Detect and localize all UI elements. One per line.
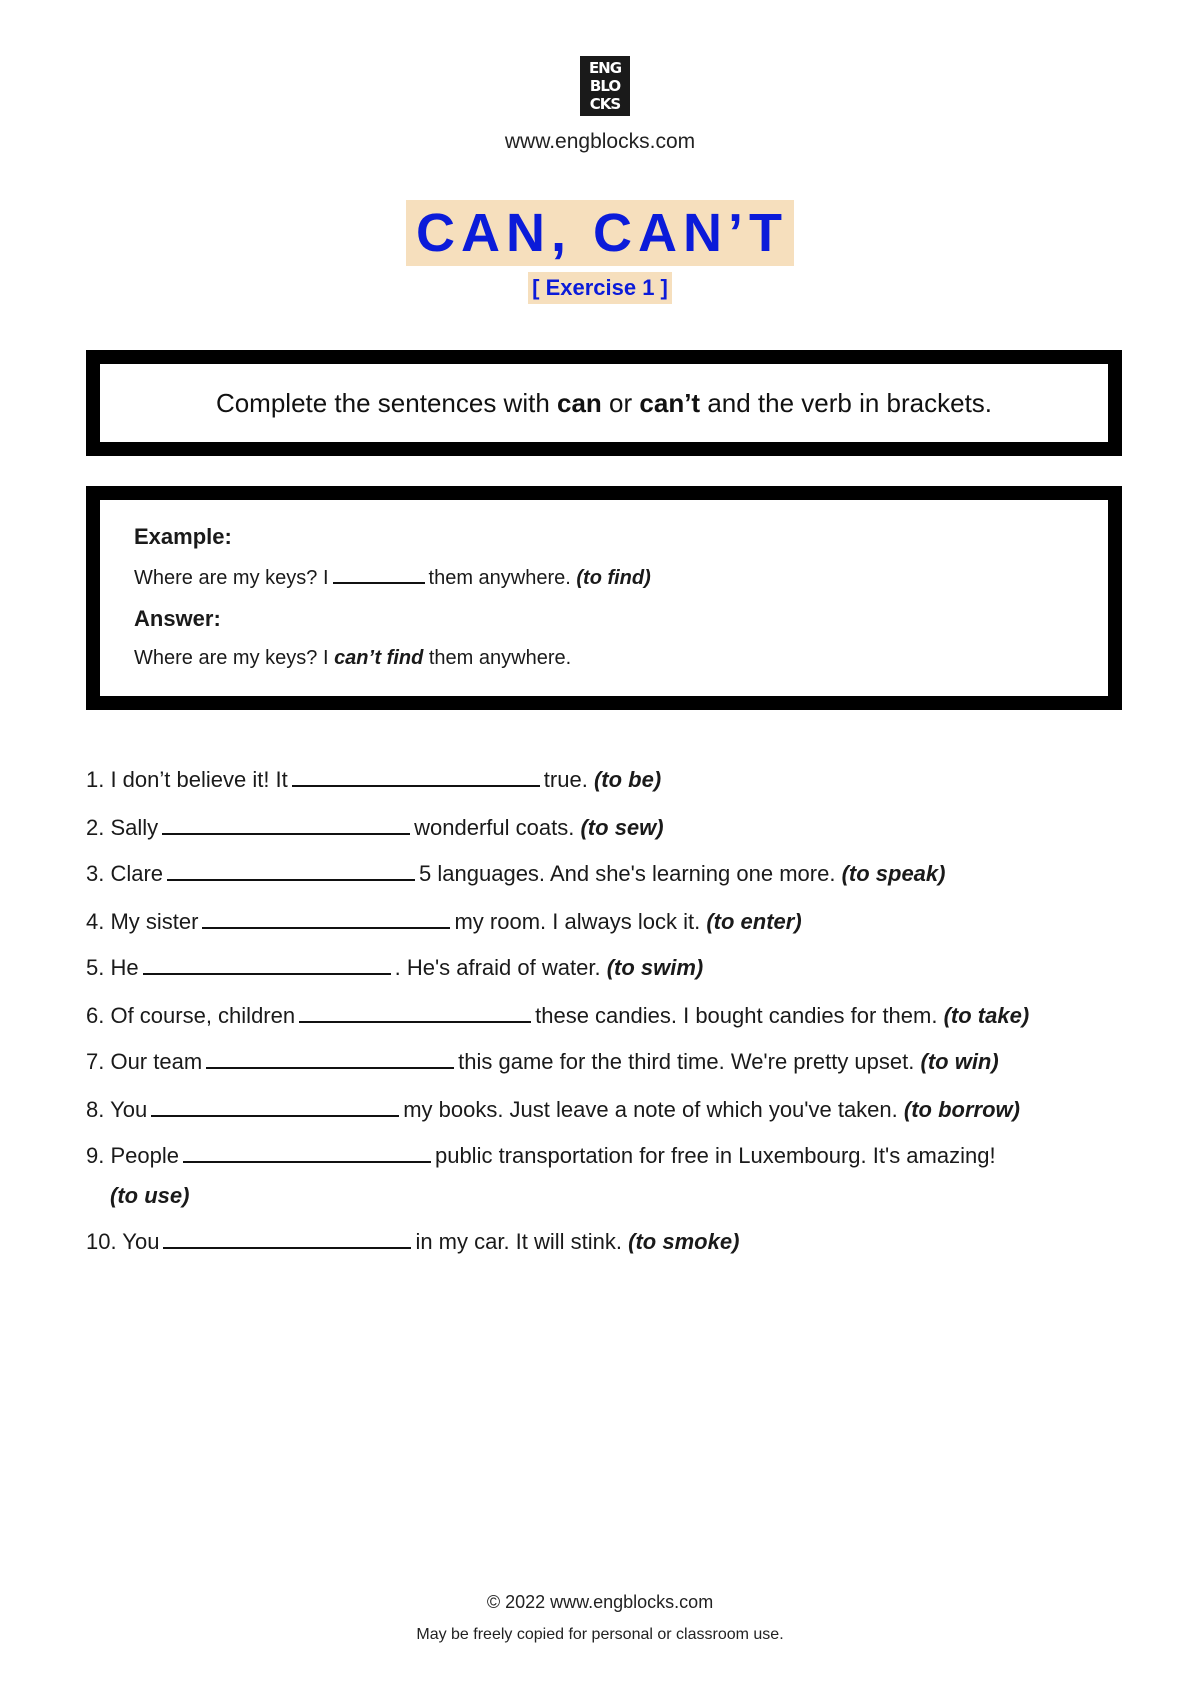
answer-blank[interactable]	[183, 1143, 431, 1163]
item-text-before: 2. Sally	[86, 815, 159, 840]
item-text-before: 10. You	[86, 1229, 160, 1254]
example-after: them anywhere.	[428, 567, 571, 589]
item-text-before: 9. People	[86, 1143, 179, 1168]
list-item	[86, 1228, 1146, 1256]
answer-blank[interactable]	[163, 1229, 411, 1249]
answer-blank[interactable]	[167, 861, 415, 881]
instructions-before: Complete the sentences with	[215, 387, 558, 418]
instructions-after: and the verb in brackets.	[700, 387, 993, 418]
item-text-after: public transportation for free in Luxembourg. It's amazing!	[434, 1143, 996, 1168]
instructions-text	[216, 388, 992, 419]
item-text-before: 1. I don’t believe it! It	[86, 767, 288, 792]
item-text-after: . He's afraid of water.	[394, 955, 601, 980]
answer-blank[interactable]	[292, 767, 540, 787]
item-hint: (to take)	[943, 1003, 1030, 1028]
answer-blank[interactable]	[162, 815, 410, 835]
logo-line-1: ENG	[588, 59, 622, 77]
example-blank	[333, 564, 425, 584]
engblocks-logo	[580, 56, 630, 116]
answer-sentence	[134, 646, 1074, 670]
footer-note: May be freely copied for personal or classroom use.	[416, 1626, 784, 1643]
item-hint: (to use)	[110, 1183, 190, 1208]
answer-blank[interactable]	[143, 955, 391, 975]
item-text-after: wonderful coats.	[414, 815, 575, 840]
item-text-after: this game for the third time. We're pretty upset.	[458, 1049, 915, 1074]
answer-blank[interactable]	[202, 909, 450, 929]
subtitle-wrap	[0, 272, 1200, 304]
list-item	[86, 1002, 1146, 1030]
item-text-after: my books. Just leave a note of which you've taken.	[403, 1097, 898, 1122]
list-item	[86, 1096, 1146, 1124]
item-hint: (to smoke)	[628, 1229, 740, 1254]
item-text-after: these candies. I bought candies for them.	[535, 1003, 938, 1028]
item-hint: (to speak)	[841, 861, 946, 886]
example-box	[86, 486, 1122, 710]
item-hint: (to sew)	[580, 815, 664, 840]
answer-blank[interactable]	[151, 1097, 399, 1117]
answer-after: them anywhere.	[423, 647, 572, 669]
instructions-cant: can’t	[639, 387, 701, 418]
list-item	[86, 766, 1146, 794]
instructions-middle: or	[601, 387, 640, 418]
item-hint: (to swim)	[606, 955, 704, 980]
item-hint: (to borrow)	[903, 1097, 1020, 1122]
instructions-can: can	[557, 387, 602, 418]
item-text-before: 5. He	[86, 955, 139, 980]
item-text-before: 6. Of course, children	[86, 1003, 296, 1028]
item-text-before: 3. Clare	[86, 861, 164, 886]
list-item	[86, 1048, 1146, 1076]
answer-blank[interactable]	[206, 1049, 454, 1069]
answer-label: Answer:	[134, 606, 221, 631]
example-hint: (to find)	[576, 567, 651, 589]
answer-before: Where are my keys? I	[134, 647, 335, 669]
footer-copyright: © 2022 www.engblocks.com	[486, 1592, 714, 1612]
answer-blank[interactable]	[299, 1003, 531, 1023]
item-hint: (to enter)	[706, 909, 802, 934]
logo-line-2: BLO	[589, 77, 621, 95]
exercise-list	[86, 766, 1146, 1256]
list-item	[86, 860, 1146, 888]
item-text-after: 5 languages. And she's learning one more.	[419, 861, 836, 886]
exercise-subtitle: [ Exercise 1 ]	[528, 272, 672, 304]
item-text-after: my room. I always lock it.	[454, 909, 701, 934]
item-text-before: 4. My sister	[86, 909, 199, 934]
example-before: Where are my keys? I	[134, 567, 329, 589]
item-text-after: true.	[543, 767, 588, 792]
title-wrap	[0, 200, 1200, 266]
list-item	[86, 908, 1146, 936]
example-sentence	[134, 564, 1074, 590]
item-text-before: 7. Our team	[86, 1049, 203, 1074]
list-item	[86, 954, 1146, 982]
logo-line-3: CKS	[589, 95, 621, 113]
list-item	[86, 1142, 1146, 1210]
answer-bold: can’t find	[334, 647, 424, 669]
item-hint: (to be)	[593, 767, 662, 792]
page-title: CAN, CAN’T	[406, 200, 794, 266]
item-text-after: in my car. It will stink.	[415, 1229, 623, 1254]
site-url[interactable]: www.engblocks.com	[504, 130, 696, 153]
instructions-box	[86, 350, 1122, 456]
item-hint: (to win)	[920, 1049, 999, 1074]
item-text-before: 8. You	[86, 1097, 148, 1122]
example-label: Example:	[134, 524, 232, 549]
list-item	[86, 814, 1146, 842]
